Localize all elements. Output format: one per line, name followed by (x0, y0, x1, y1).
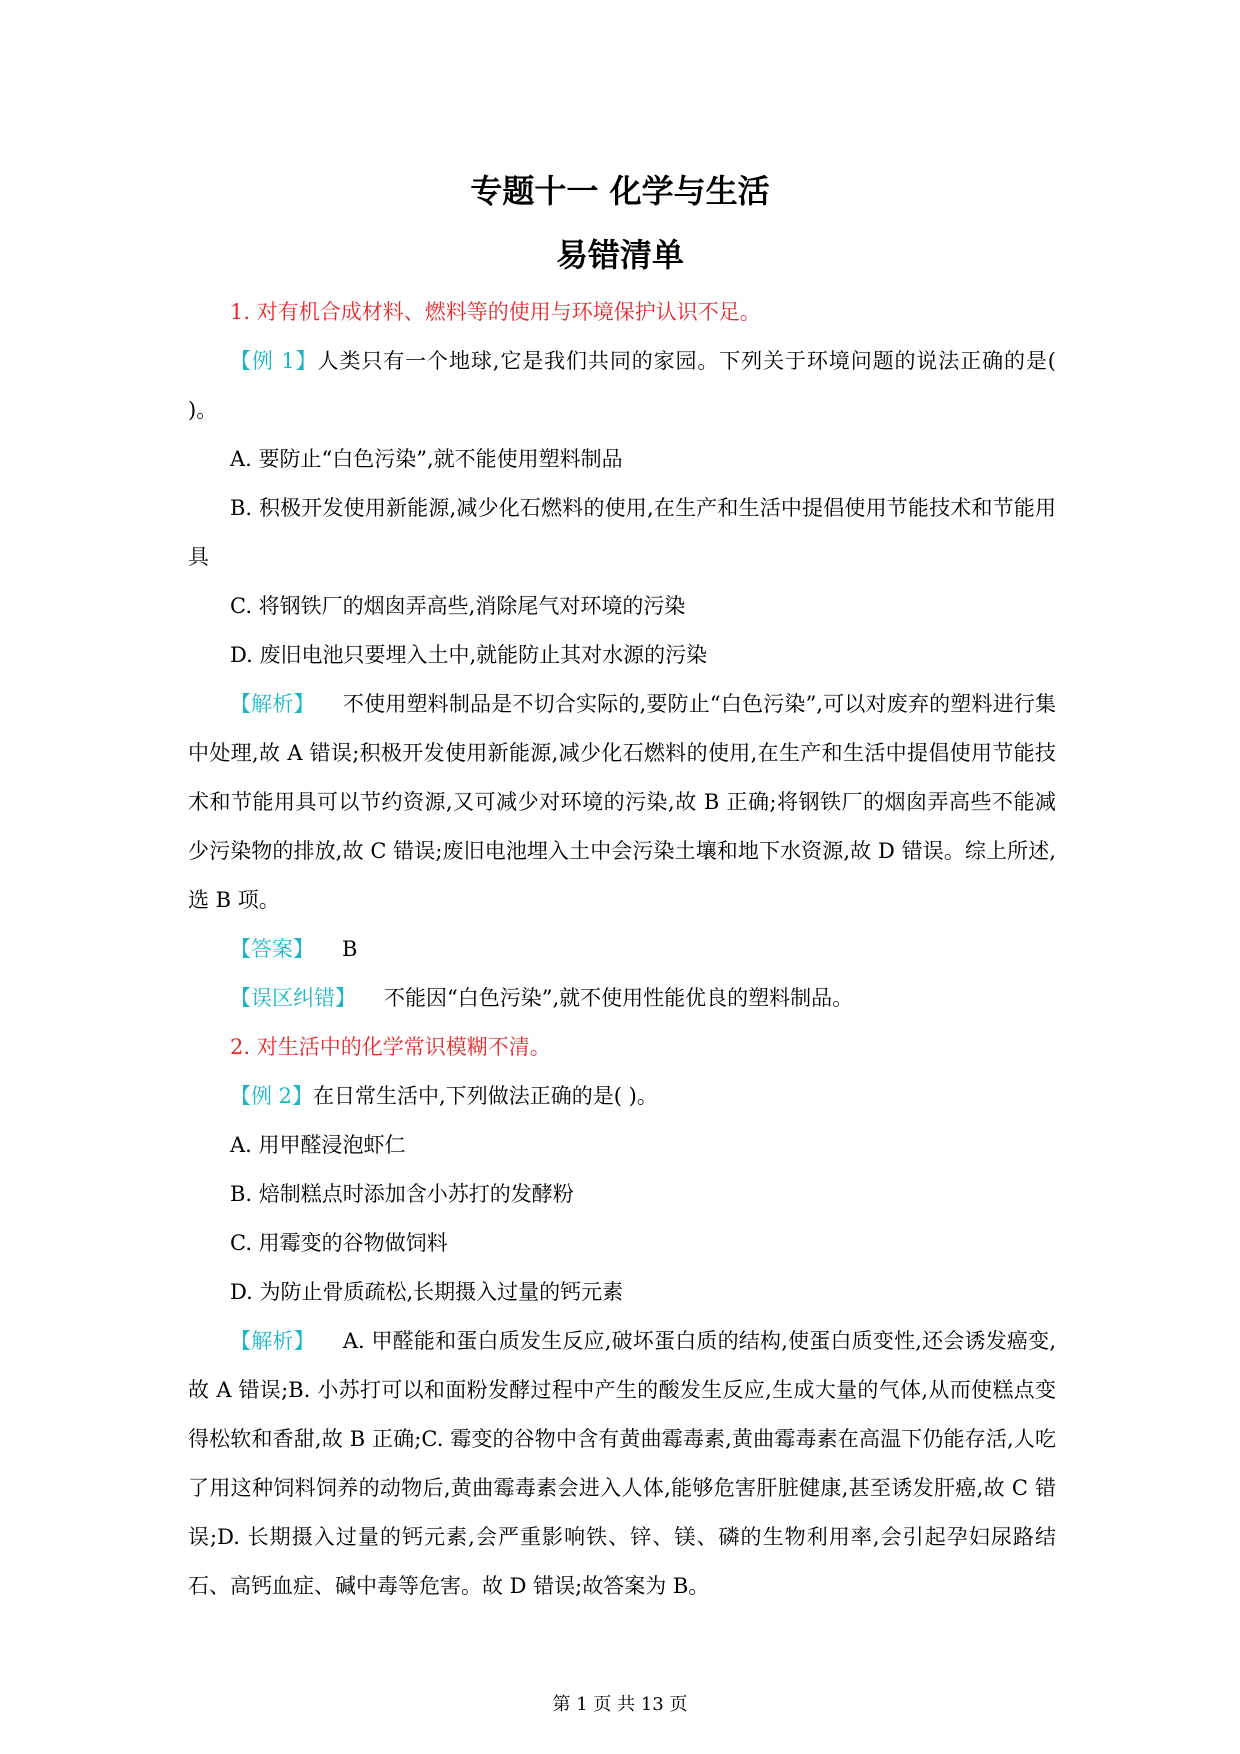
example-2-text: 在日常生活中,下列做法正确的是( )。 (313, 1084, 658, 1108)
answer-1-tag: 【答案】 (230, 937, 314, 961)
page-footer: 第 1 页 共 13 页 (552, 1694, 688, 1715)
example-2-analysis (188, 1317, 1056, 1611)
analysis-2-text: A. 甲醛能和蛋白质发生反应,破坏蛋白质的结构,使蛋白质变性,还会诱发癌变,故 A 错误;B. 小苏打可以和面粉发酵过程中产生的酸发生反应,生成大量的气体,从而使糕点变得松软和香甜,故 B 正确;C. 霉变的谷物中含有黄曲霉毒素,黄曲霉毒素在高温下仍能存活,人吃了用这种饲料饲养的动物后,黄曲霉毒素会进入人体,能够危害肝脏健康,甚至诱发肝癌,故 C 错误;D. 长期摄入过量的钙元素,会严重影响铁、锌、镁、磷的生物利用率,会引起孕妇尿路结石、高钙血症、碱中毒等危害。故 D 错误;故答案为 B。 (188, 1329, 1057, 1598)
example-1-option-b: B. 积极开发使用新能源,减少化石燃料的使用,在生产和生活中提倡使用节能技术和节能用具 (188, 496, 1056, 569)
example-1-analysis (188, 680, 1056, 925)
section-1-heading: 1. 对有机合成材料、燃料等的使用与环境保护认识不足。 (230, 300, 761, 324)
page-subtitle: 易错清单 (555, 236, 684, 274)
correction-1-text: 不能因“白色污染”,就不使用性能优良的塑料制品。 (384, 986, 854, 1010)
document-body (188, 288, 1056, 1611)
answer-1-text: B (342, 937, 358, 961)
analysis-1-tag: 【解析】 (230, 692, 315, 716)
example-1-option-c: C. 将钢铁厂的烟囱弄高些,消除尾气对环境的污染 (230, 594, 686, 618)
example-2-tag: 【例 2】 (230, 1084, 314, 1108)
example-2-option-a: A. 用甲醛浸泡虾仁 (230, 1133, 406, 1157)
example-1-option-d: D. 废旧电池只要埋入土中,就能防止其对水源的污染 (230, 643, 708, 667)
correction-1-tag: 【误区纠错】 (230, 986, 356, 1010)
example-1-answer (188, 925, 1056, 974)
example-2-option-c: C. 用霉变的谷物做饲料 (230, 1231, 448, 1255)
analysis-2-tag: 【解析】 (230, 1329, 315, 1353)
example-1-question (188, 337, 1056, 435)
analysis-1-text: 不使用塑料制品是不切合实际的,要防止“白色污染”,可以对废弃的塑料进行集中处理,故 A 错误;积极开发使用新能源,减少化石燃料的使用,在生产和生活中提倡使用节能技术和节能用具可以节约资源,又可减少对环境的污染,故 B 正确;将钢铁厂的烟囱弄高些不能减少污染物的排放,故 C 错误;废旧电池埋入土中会污染土壤和地下水资源,故 D 错误。综上所述,选 B 项。 (188, 692, 1057, 912)
example-2-option-d: D. 为防止骨质疏松,长期摄入过量的钙元素 (230, 1280, 624, 1304)
section-2-heading: 2. 对生活中的化学常识模糊不清。 (230, 1035, 551, 1059)
example-1-tag: 【例 1】 (230, 349, 318, 373)
example-2-question (188, 1072, 1056, 1121)
example-1-text: 人类只有一个地球,它是我们共同的家园。下列关于环境问题的说法正确的是( )。 (188, 349, 1056, 422)
example-1-correction (188, 974, 1056, 1023)
page-title: 专题十一 化学与生活 (470, 172, 770, 210)
example-1-option-a: A. 要防止“白色污染”,就不能使用塑料制品 (230, 447, 623, 471)
example-2-option-b: B. 焙制糕点时添加含小苏打的发酵粉 (230, 1182, 574, 1206)
